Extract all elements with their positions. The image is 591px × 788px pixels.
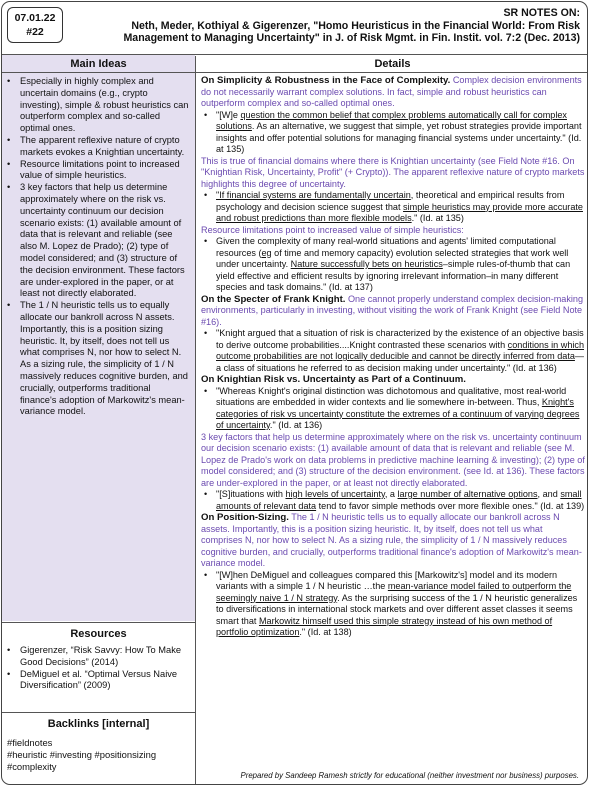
knightian-note: This is true of financial domains where there is Knightian uncertainty (see Field Note #16. On "Knightian Risk, Uncertainty, Profit" (+ Crypto)). The apparent reflexive nature of crypto markets highlights this degree of uncertainty. (201, 155, 585, 189)
section-summary: Complex decision environments do not necessarily warrant complex solutions. In fact, simple and robust heuristics can outperform complex and so-called optimal ones. (201, 75, 582, 108)
quote-list (201, 570, 585, 639)
main-idea-item: • 3 key factors that help us determine approximately where on the risk vs. uncertainty continuum our decision scenario exists: (1) available amount of data that is relevant and reliable (see also M. Lopez de Prado); (2) type of model considered; and (3) structure of the decision environment. These factors are under-explored in the paper, or at least not directly elaborated. (2, 182, 189, 300)
section-summary: One cannot properly understand complex decision-making environments, particularly in investing, without visiting the work of Frank Knight (see Field Note #16). (201, 293, 584, 327)
note-number: #22 (26, 26, 44, 38)
quote-item (201, 110, 585, 156)
quote-highlight: question the common belief that complex problems automatically call for complex solutions (216, 109, 567, 131)
quote-highlight: mean-variance model failed to outperform the seemingly naive 1 / N strategy (216, 581, 572, 603)
backlinks-title: Backlinks [internal] (47, 718, 150, 730)
quote-text: , and (537, 489, 561, 499)
quote-list (201, 190, 585, 225)
section-heading: On the Specter of Frank Knight. (201, 293, 346, 305)
quote-list (201, 489, 585, 512)
main-idea-item: • Especially in highly complex and uncertain domains (e.g., crypto investing), simple & robust heuristics can outperform complex and so-called optimal ones. (2, 76, 189, 135)
section-simplicity (201, 75, 585, 110)
main-idea-item: • Resource limitations point to increased value of simple heuristics. (2, 159, 189, 183)
resource-note: Resource limitations point to increased value of simple heuristics: (201, 224, 464, 235)
note-card (1, 1, 588, 785)
main-idea-item: • The 1 / N heuristic tells us to equally allocate our bankroll across N assets. Importantly, this is a position sizing heuristic. It, by itself, does not tell us what comprises N, nor how to select N. As a sizing rule, the simplicity of 1 / N massively reduces cognitive burden, and crucially, outperforms traditional finance's adoption of Markowitz's mean-variance model. (2, 300, 189, 418)
quote-text: . As the surprising success of the 1 / N heuristic generalizes to diversifications in international stock markets and over different asset classes it seems smart that (216, 592, 578, 626)
column-divider (195, 56, 196, 785)
footer-credit: Prepared by Sandeep Ramesh strictly for educational (neither investment nor business) purposes. (240, 771, 579, 780)
quote-highlight: Knight's categories of risk vs uncertainty constitute the extremes of a continuum of varying degrees of uncertainty (216, 397, 580, 430)
resources-divider (2, 622, 195, 623)
quote-item (201, 190, 585, 225)
section-knight (201, 294, 585, 329)
quote-highlight: eg (261, 247, 272, 258)
quote-item (201, 570, 585, 639)
quote-text: ." (Id. at 136) (269, 420, 323, 430)
section-continuum (201, 374, 585, 386)
backlinks-divider (2, 712, 195, 713)
quote-highlight: "If financial systems are fundamentally uncertain (216, 190, 411, 200)
quote-list (201, 386, 585, 432)
section-heading: On Simplicity & Robustness in the Face of Complexity. (201, 75, 451, 86)
quote-text: , a (384, 489, 398, 499)
quote-text: , theoretical and empirical results from psychology and decision science suggest that (216, 190, 565, 212)
quote-highlight: large number of alternative options (397, 489, 538, 499)
quote-list (201, 328, 585, 374)
quote-text: ." (Id. at 138) (299, 627, 352, 637)
quote-highlight: conditions in which outcome probabilities are not logically deducible and cannot be directly inferred from data (216, 339, 585, 361)
quote-highlight: small amounts of relevant data (216, 489, 582, 511)
note-date: 07.01.22 (14, 12, 56, 24)
quote-highlight: high levels of uncertainty (285, 489, 385, 499)
quote-text: Given the complexity of many real-world situations and agents' limited computational resources ( (216, 236, 556, 258)
quote-text: —a class of situations he referred to as decision making under uncertainty." (Id. at 136) (216, 351, 584, 373)
main-ideas-header: Main Ideas (70, 58, 127, 70)
quote-text: "[W]e (216, 109, 241, 120)
quote-list (201, 110, 585, 156)
resources-title: Resources (70, 628, 127, 640)
quote-text: of time and memory capacity) evolution selected strategies that work well under uncertainty. (216, 247, 569, 269)
details-panel (201, 75, 585, 639)
resource-item: • DeMiguel et al. “Optimal Versus Naive Diversification” (2009) (2, 669, 188, 693)
title-line-3: Management to Managing Uncertainty" in J. of Risk Mgmt. in Fin. Instit. vol. 7:2 (Dec. 2013) (123, 32, 580, 44)
quote-text: "[S]ituations with (216, 489, 286, 499)
quote-text: . As an alternative, we suggest that simple, yet robust strategies provide important insights and offer potential solutions for managing financial systems under uncertainty." (Id. at 135) (216, 121, 582, 154)
date-box (7, 7, 63, 43)
quote-highlight: simple heuristics may provide more accurate and robust predictions than more flexible models (216, 201, 583, 223)
note-title (80, 7, 580, 45)
title-line-1: SR NOTES ON: (503, 7, 580, 19)
resources-list (2, 645, 188, 692)
quote-item (201, 328, 585, 374)
quote-text: –simple rules-of-thumb that can yield effective and efficient results by ignoring irrelevant information–in many different species and task domains." (Id. at 137) (216, 259, 571, 292)
main-idea-item: • The apparent reflexive nature of crypto markets evokes a Knightian uncertainty. (2, 135, 189, 159)
quote-highlight: Nature successfully bets on heuristics (290, 259, 443, 269)
section-heading: On Knightian Risk vs. Uncertainty as Part of a Continuum. (201, 374, 466, 385)
section-position-sizing (201, 512, 585, 570)
main-ideas-panel (2, 73, 195, 621)
quote-text: "[W]hen DeMiguel and colleagues compared this [Markowitz's] model and its modern variants with a simple 1 / N heuristic …the (216, 569, 558, 591)
section-summary: The 1 / N heuristic tells us to equally allocate our bankroll across N assets. Importantly, this is a position sizing heuristic. It, by itself, does not tell us what comprises N, nor how to select N. As a sizing rule, the simplicity of 1 / N massively reduces cognitive burden, and crucially, outperforms traditional finance's adoption of Markowitz's mean-variance model. (201, 512, 582, 568)
quote-list (201, 236, 585, 294)
quote-item (201, 489, 585, 512)
details-header: Details (374, 58, 411, 70)
backlinks-tags (7, 737, 193, 773)
quote-item (201, 386, 585, 432)
quote-text: tend to favor simple methods over more flexible ones." (Id. at 139) (316, 500, 585, 511)
main-ideas-list (2, 73, 195, 418)
section-heading: On Position-Sizing. (201, 512, 289, 523)
backlink-tag[interactable]: #fieldnotes (7, 737, 53, 748)
quote-text: "Knight argued that a situation of risk is characterized by the existence of an objective basis to derive outcome probabilities....Knight contrasted these scenarios with (216, 328, 584, 350)
title-line-2: Neth, Meder, Kothiyal & Gigerenzer, "Homo Heuristicus in the Financial World: From Risk (131, 19, 580, 32)
quote-item (201, 236, 585, 294)
resource-item: • Gigerenzer, “Risk Savvy: How To Make Good Decisions” (2014) (2, 645, 188, 669)
factors-note: 3 key factors that help us determine approximately where on the risk vs. uncertainty continuum our decision scenario exists: (1) available amount of data that is relevant and reliable (see M. Lopez de Prado's work on data problems in predictive machine learning & investing); (2) type of model considered; and (3) structure of the decision environment. (see Id. at 136). These factors are under-explored in the paper, or at least not directly elaborated. (201, 431, 585, 488)
quote-text: ." (Id. at 135) (411, 213, 464, 223)
backlink-tag[interactable]: #heuristic #investing #positionsizing (7, 749, 157, 760)
backlink-tag[interactable]: #complexity (7, 761, 57, 772)
quote-highlight: Markowitz himself used this simple strategy instead of his own method of portfolio optimization (216, 615, 553, 637)
quote-text: "Whereas Knight's original distinction was dichotomous and qualitative, most real-world situations are embedded in wider contexts and lie somewhere in-between. Thus, (216, 385, 567, 407)
